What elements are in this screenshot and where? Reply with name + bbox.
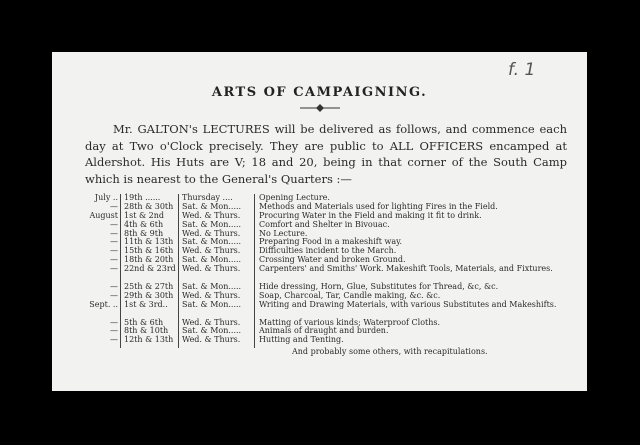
row-topic: Difficulties incident to the March. [259,246,397,256]
row-topic: Hutting and Tenting. [259,335,344,345]
row-month: — [110,281,118,291]
row-topic: Hide dressing, Horn, Glue, Substitutes for Thread, &c, &c. [259,281,499,291]
footer-note: And probably some others, with recapitulations. [292,347,488,356]
row-month: — [110,264,118,274]
row-dates: 1st & 3rd.. [124,299,168,309]
row-days: Wed. & Thurs. [182,335,241,345]
row-days: Wed. & Thurs. [182,228,241,238]
row-topic: Writing and Drawing Materials, with various Substitutes and Makeshifts. [259,299,557,309]
row-topic: Procuring Water in the Field and making it fit to drink. [259,210,482,220]
row-month: Sept. .. [89,299,118,309]
row-topic: Soap, Charcoal, Tar, Candle making, &c. &c. [259,290,441,300]
row-dates: 8th & 10th [124,326,169,336]
schedule-row [52,301,587,319]
document-card [52,52,587,391]
row-days: Sat. & Mon..... [182,201,242,211]
column-rule-3 [254,194,255,348]
row-month: — [110,228,118,238]
row-month: July .. [94,193,118,202]
row-dates: 22nd & 23rd [124,264,176,274]
row-topic: Matting of various kinds; Waterproof Cloths. [259,317,441,327]
row-dates: 1st & 2nd [124,210,164,220]
row-topic: Animals of draught and burden. [259,326,389,336]
row-topic: Carpenters' and Smiths' Work. Makeshift Tools, Materials, and Fixtures. [259,264,553,274]
row-dates: 11th & 13th [124,237,174,247]
row-days: Wed. & Thurs. [182,264,241,274]
row-dates: 28th & 30th [124,201,174,211]
document-title: ARTS OF CAMPAIGNING. [211,85,428,100]
row-month: — [110,219,118,229]
row-dates: 8th & 9th [124,228,164,238]
row-days: Wed. & Thurs. [182,210,241,220]
row-days: Wed. & Thurs. [182,290,241,300]
row-days: Wed. & Thurs. [182,317,241,327]
row-topic: No Lecture. [259,228,308,238]
row-dates: 4th & 6th [124,219,164,229]
row-dates: 19th ...... [124,193,161,202]
row-month: — [110,317,118,327]
column-rule-2 [178,194,179,348]
row-dates: 18th & 20th [124,255,174,265]
row-days: Sat. & Mon..... [182,299,242,309]
row-days: Sat. & Mon..... [182,237,242,247]
row-month: August [89,210,118,220]
row-month: — [110,335,118,345]
row-topic: Crossing Water and broken Ground. [259,255,406,265]
row-dates: 25th & 27th [124,281,174,291]
row-topic: Opening Lecture. [259,193,330,202]
row-days: Sat. & Mon..... [182,326,242,336]
row-days: Sat. & Mon..... [182,255,242,265]
row-month: — [110,246,118,256]
row-days: Sat. & Mon..... [182,219,242,229]
row-days: Thursday .... [182,193,233,202]
row-dates: 12th & 13th [124,335,174,345]
lecture-schedule [52,194,587,345]
row-month: — [110,326,118,336]
row-topic: Comfort and Shelter in Bivouac. [259,219,390,229]
schedule-row [52,265,587,283]
row-topic: Preparing Food in a makeshift way. [259,237,403,247]
row-days: Wed. & Thurs. [182,246,241,256]
row-month: — [110,255,118,265]
folio-number: f. 1 [508,60,536,80]
column-rule-1 [120,194,121,348]
row-month: — [110,201,118,211]
row-dates: 29th & 30th [124,290,174,300]
row-month: — [110,237,118,247]
row-dates: 5th & 6th [124,317,164,327]
divider-ornament [300,103,340,113]
row-topic: Methods and Materials used for lighting Fires in the Field. [259,201,498,211]
intro-paragraph: Mr. GALTON's LECTURES will be delivered as follows, and commence each day at Two o'Clock precisely. They are public to ALL OFFICERS encamped at Aldershot. His Huts are V; 18 and 20, being in that corner of the South Camp which is nearest to the General's Quarters :— [85,122,567,186]
row-dates: 15th & 16th [124,246,174,256]
schedule-row [52,336,587,345]
row-month: — [110,290,118,300]
row-days: Sat. & Mon..... [182,281,242,291]
